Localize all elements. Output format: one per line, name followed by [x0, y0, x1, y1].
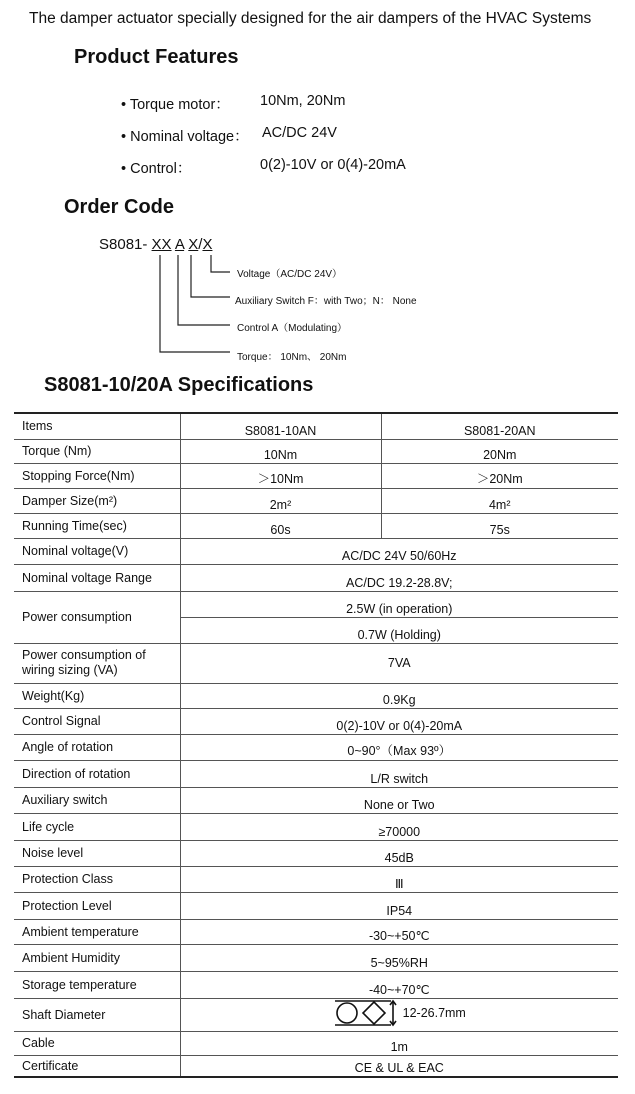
table-row [14, 892, 618, 919]
shaft-profile-icon [333, 999, 397, 1027]
table-row [14, 998, 618, 1031]
row-value: CE & UL & EAC [180, 1055, 618, 1077]
row-value-20an: ＞20Nm [381, 463, 618, 488]
feature-value-torque: 10Nm, 20Nm [260, 93, 346, 109]
row-value-10an: ＞10Nm [180, 463, 381, 488]
table-row [14, 1031, 618, 1055]
row-label: Nominal voltage(V) [14, 538, 180, 564]
feature-label-control: • Control： [121, 161, 192, 177]
specifications-table [14, 412, 618, 1078]
row-label: Storage temperature [14, 971, 180, 998]
row-value-10an: 60s [180, 513, 381, 538]
table-row [14, 1055, 618, 1077]
order-code-slash: / [198, 236, 203, 253]
row-value: 0~90°（Max 93º） [180, 734, 618, 760]
row-label: Damper Size(m²) [14, 488, 180, 513]
row-label: Stopping Force(Nm) [14, 463, 180, 488]
order-code-heading: Order Code [64, 196, 175, 218]
row-value: 0(2)-10V or 0(4)-20mA [180, 708, 618, 734]
table-row [14, 538, 618, 564]
header-model-20an: S8081-20AN [381, 413, 618, 439]
table-row [14, 683, 618, 708]
row-value: 7VA [180, 643, 618, 683]
order-code-voltage-segment: X [202, 236, 213, 253]
table-row [14, 708, 618, 734]
connector-voltage [211, 255, 230, 272]
row-label-line-2: wiring sizing (VA) [22, 663, 118, 677]
row-value-operation: 2.5W (in operation) [180, 591, 618, 617]
row-label: Auxiliary switch [14, 787, 180, 813]
table-row [14, 513, 618, 538]
row-value: AC/DC 19.2-28.8V; [180, 564, 618, 591]
row-label: Weight(Kg) [14, 683, 180, 708]
table-row [14, 564, 618, 591]
row-value-20an: 75s [381, 513, 618, 538]
row-value: IP54 [180, 892, 618, 919]
row-label: Noise level [14, 840, 180, 866]
row-value-holding: 0.7W (Holding) [180, 617, 618, 643]
row-value [180, 998, 618, 1031]
row-label: Angle of rotation [14, 734, 180, 760]
row-value: -30~+50℃ [180, 919, 618, 944]
legend-torque: Torque： 10Nm、 20Nm [237, 352, 347, 363]
order-code-aux-segment: X [188, 236, 199, 253]
table-row [14, 944, 618, 971]
legend-voltage: Voltage（AC/DC 24V） [237, 269, 343, 280]
feature-value-control: 0(2)-10V or 0(4)-20mA [260, 157, 406, 173]
order-code-torque-segment: XX [151, 236, 172, 253]
product-features-heading: Product Features [74, 46, 239, 68]
row-value: 1m [180, 1031, 618, 1055]
row-label: Certificate [14, 1055, 180, 1077]
feature-value-voltage: AC/DC 24V [262, 125, 337, 141]
row-label: Nominal voltage Range [14, 564, 180, 591]
row-label [14, 643, 180, 683]
table-row [14, 919, 618, 944]
row-label: Torque (Nm) [14, 439, 180, 463]
row-label: Protection Level [14, 892, 180, 919]
order-code-control-segment: A [174, 236, 185, 253]
header-items: Items [14, 413, 180, 439]
table-row [14, 488, 618, 513]
shaft-value-wrap [333, 999, 466, 1027]
row-value: -40~+70℃ [180, 971, 618, 998]
row-value-10an: 2m² [180, 488, 381, 513]
row-value: 5~95%RH [180, 944, 618, 971]
row-value: Ⅲ [180, 866, 618, 892]
table-row [14, 813, 618, 840]
row-label: Cable [14, 1031, 180, 1055]
row-label: Ambient Humidity [14, 944, 180, 971]
table-row [14, 734, 618, 760]
row-label: Shaft Diameter [14, 998, 180, 1031]
table-header-row [14, 413, 618, 439]
table-row [14, 760, 618, 787]
row-label: Direction of rotation [14, 760, 180, 787]
row-value: AC/DC 24V 50/60Hz [180, 538, 618, 564]
row-value: L/R switch [180, 760, 618, 787]
table-row [14, 840, 618, 866]
table-row [14, 463, 618, 488]
feature-label-torque: • Torque motor： [121, 97, 230, 113]
feature-label-voltage: • Nominal voltage： [121, 129, 249, 145]
row-value: ≥70000 [180, 813, 618, 840]
specifications-heading: S8081-10/20A Specifications [44, 374, 314, 396]
shaft-diameter-value: 12-26.7mm [402, 1005, 466, 1020]
row-label: Life cycle [14, 813, 180, 840]
table-row [14, 787, 618, 813]
row-label: Running Time(sec) [14, 513, 180, 538]
order-code-prefix: S8081- [99, 236, 152, 253]
header-model-10an: S8081-10AN [180, 413, 381, 439]
legend-aux-switch: Auxiliary Switch F：with Two；N： None [235, 296, 417, 307]
table-row [14, 971, 618, 998]
row-label-line-1: Power consumption of [22, 648, 146, 662]
row-label: Power consumption [14, 591, 180, 643]
row-value-20an: 4m² [381, 488, 618, 513]
row-value: 45dB [180, 840, 618, 866]
row-value-20an: 20Nm [381, 439, 618, 463]
row-label: Control Signal [14, 708, 180, 734]
table-row [14, 439, 618, 463]
row-label: Protection Class [14, 866, 180, 892]
table-row [14, 591, 618, 617]
table-row [14, 643, 618, 683]
connector-control [178, 255, 230, 325]
row-value: None or Two [180, 787, 618, 813]
legend-control: Control A（Modulating） [237, 323, 348, 334]
row-value-10an: 10Nm [180, 439, 381, 463]
row-value: 0.9Kg [180, 683, 618, 708]
row-label: Ambient temperature [14, 919, 180, 944]
intro-text: The damper actuator specially designed for the air dampers of the HVAC Systems [29, 10, 592, 27]
connector-torque [160, 255, 230, 352]
table-row [14, 866, 618, 892]
